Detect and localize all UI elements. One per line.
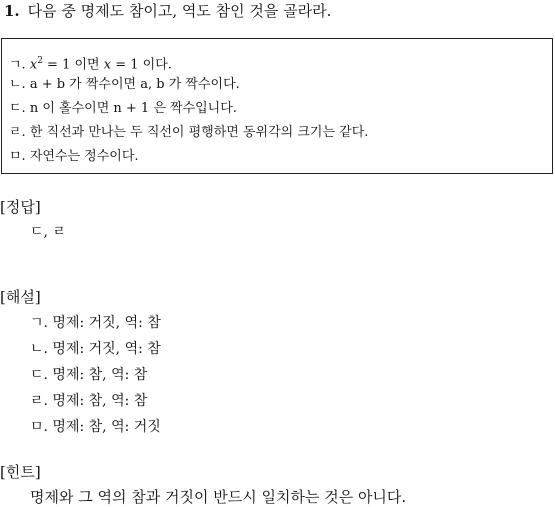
explanation-line-4: ㄹ. 명제: 참, 역: 참	[30, 393, 148, 409]
answer-heading: [정답]	[0, 198, 41, 216]
option-3: ㄷ. n 이 홀수이면 n + 1 은 짝수입니다.	[9, 101, 237, 116]
option-1-math-a: x	[29, 57, 38, 73]
explanation-heading: [해설]	[0, 288, 41, 306]
hint-text: 명제와 그 역의 참과 거짓이 반드시 일치하는 것은 아니다.	[30, 488, 407, 506]
question-number: 1.	[4, 2, 20, 20]
option-1-math-b-tail: = 1	[111, 57, 139, 73]
option-2: ㄴ. a + b 가 짝수이면 a, b 가 짝수이다.	[9, 77, 240, 92]
question-text: 다음 중 명제도 참이고, 역도 참인 것을 골라라.	[27, 2, 332, 20]
option-1-math-b: x	[103, 57, 112, 73]
explanation-line-2: ㄴ. 명제: 거짓, 역: 참	[30, 341, 161, 357]
option-5: ㅁ. 자연수는 정수이다.	[9, 149, 139, 164]
option-1-text: 이면	[70, 57, 104, 73]
explanation-line-5: ㅁ. 명제: 참, 역: 거짓	[30, 419, 161, 435]
answer-value: ㄷ, ㄹ	[30, 224, 66, 240]
option-1-marker: ㄱ.	[9, 57, 26, 73]
question-title	[4, 0, 331, 22]
hint-heading: [힌트]	[0, 463, 41, 481]
option-1	[9, 52, 172, 74]
option-4: ㄹ. 한 직선과 만나는 두 직선이 평행하면 동위각의 크기는 같다.	[9, 125, 369, 140]
option-1-end: 이다.	[138, 57, 172, 73]
explanation-line-3: ㄷ. 명제: 참, 역: 참	[30, 367, 148, 383]
option-1-mid: = 1	[42, 57, 71, 73]
explanation-line-1: ㄱ. 명제: 거짓, 역: 참	[30, 315, 161, 331]
option-1-sup: 2	[37, 56, 43, 66]
